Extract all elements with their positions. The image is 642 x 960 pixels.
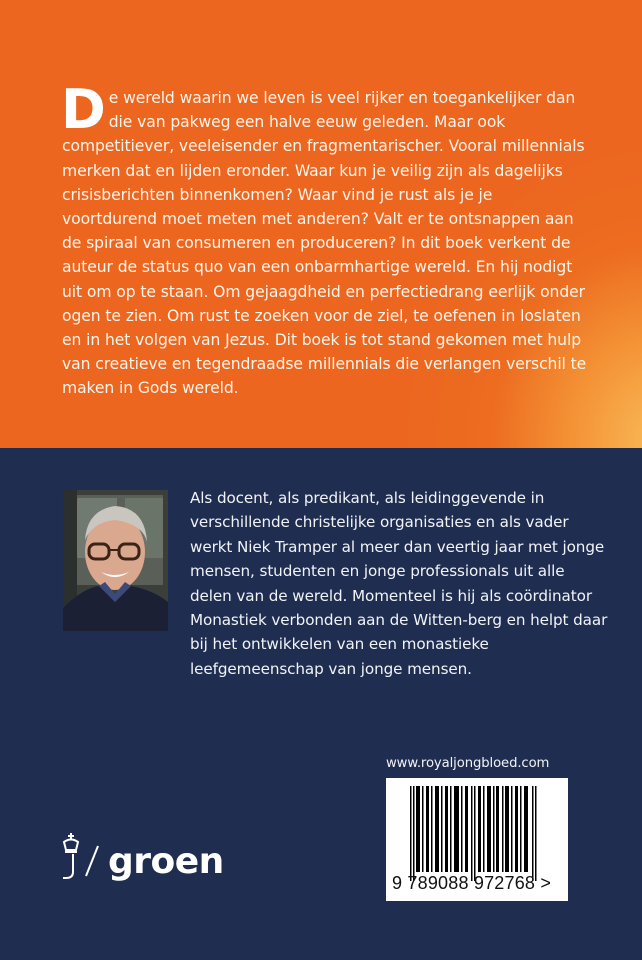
author-bio: Als docent, als predikant, als leidinggevende in verschillende christelijke organisaties en als vader werkt Niek Tramper al meer dan veertig jaar met jonge mensen, studenten en jonge professionals uit alle delen van de wereld. Momenteel is hij als coördinator Monastiek verbonden aan de Witten-berg en helpt daar bij het ontwikkelen van een monastieke leefgemeenschap van jonge mensen. <box>190 489 608 678</box>
crown-j-icon <box>60 832 104 880</box>
author-photo <box>63 490 168 631</box>
isbn-number: 9 789088 972768 > <box>392 873 552 893</box>
drop-cap: D <box>61 78 106 141</box>
barcode <box>386 778 568 901</box>
publisher-website: www.royaljongbloed.com <box>386 756 550 771</box>
blurb-text: e wereld waarin we leven is veel rijker en toegankelijker dan die van pakweg een halve eeuw geleden. Maar ook competitiever, veeleisender en fragmentarischer. Vooral millennials merken dat en lijden eronder. Waar kun je veilig zijn als dagelijks crisisberichten binnenkomen? Waar vind je rust als je je voortdurend moet meten met anderen? Valt er te ontsnappen aan de spiraal van consumeren en produceren? In dit boek verkent de auteur de status quo van een onbarmhartige wereld. En hij nodigt uit om op te staan. Om gejaagdheid en perfectiedrang eerlijk onder ogen te zien. Om rust te zoeken voor de ziel, te oefenen in loslaten en in het volgen van Jezus. Dit boek is tot stand gekomen met hulp van creatieve en tegendraadse millennials die verlangen verschil te maken in Gods wereld. <box>62 89 587 398</box>
publisher-name: groen <box>108 841 224 882</box>
author-portrait-icon <box>63 490 168 631</box>
publisher-logo <box>60 832 224 880</box>
orange-panel <box>0 0 642 448</box>
back-cover-blurb <box>61 78 592 401</box>
barcode-bars-icon <box>410 786 538 881</box>
